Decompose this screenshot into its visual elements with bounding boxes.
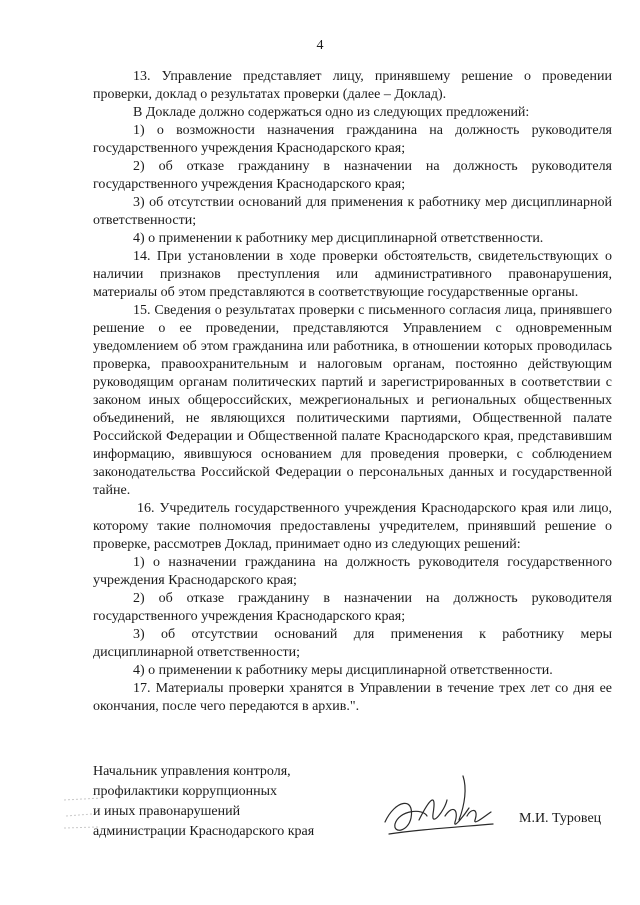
paragraph-13: 13. Управление представляет лицу, принявшему решение о проведении проверки, доклад о результатах проверки (далее – Доклад). <box>93 69 612 102</box>
page-number: 4 <box>316 38 324 53</box>
decision-option-3: 3) об отсутствии оснований для применения к работнику меры дисциплинарной ответственности; <box>93 627 612 660</box>
document-body <box>93 68 612 716</box>
position-line: профилактики коррупционных <box>93 784 278 799</box>
paragraph-16: 16. Учредитель государственного учреждения Краснодарского края или лицо, которому такие полномочия предоставлены учредителем, принявший решение о проверке, рассмотрев Доклад, принимает одно из следующих решений: <box>93 501 612 552</box>
signatory-position <box>93 762 613 842</box>
signatory-name: М.И. Туровец <box>519 811 602 826</box>
faint-stamp-mark <box>62 790 152 836</box>
report-option-3: 3) об отсутствии оснований для применения к работнику мер дисциплинарной ответственности; <box>93 195 612 228</box>
paragraph-report-intro: В Докладе должно содержаться одно из следующих предложений: <box>133 105 530 120</box>
decision-option-2: 2) об отказе гражданину в назначении на должность руководителя государственного учреждения Краснодарского края; <box>93 591 612 624</box>
report-option-1: 1) о возможности назначения гражданина на должность руководителя государственного учреждения Краснодарского края; <box>93 123 612 156</box>
report-option-2: 2) об отказе гражданину в назначении на должность руководителя государственного учреждения Краснодарского края; <box>93 159 612 192</box>
handwritten-signature <box>375 770 505 848</box>
position-line: и иных правонарушений <box>93 804 241 819</box>
paragraph-15: 15. Сведения о результатах проверки с письменного согласия лица, принявшего решение о ее проведении, представляются Управлением с одновременным уведомлением об этом гражданина или работника, в отношении которых проводилась проверка, правоохранительным и налоговым органам, постоянно действующим руководящим органам политических партий и зарегистрированных в соответствии с законом иных общероссийских, межрегиональных и региональных общественных объединений, не являющихся политическими партиями, Общественной палате Российской Федерации и Общественной палате Краснодарского края, представившим информацию, явившуюся основанием для проведения проверки, с соблюдением законодательства Российской Федерации о персональных данных и государственной тайне. <box>93 303 612 498</box>
position-line: Начальник управления контроля, <box>93 764 291 779</box>
paragraph-17: 17. Материалы проверки хранятся в Управлении в течение трех лет со дня ее окончания, после чего передаются в архив.". <box>93 681 612 714</box>
position-line: администрации Краснодарского края <box>93 824 315 839</box>
decision-option-4: 4) о применении к работнику меры дисциплинарной ответственности. <box>133 663 553 678</box>
report-option-4: 4) о применении к работнику мер дисциплинарной ответственности. <box>133 231 544 246</box>
paragraph-14: 14. При установлении в ходе проверки обстоятельств, свидетельствующих о наличии признаков преступления или административного правонарушения, материалы об этом представляются в соответствующие государственные органы. <box>93 249 612 300</box>
decision-option-1: 1) о назначении гражданина на должность руководителя государственного учреждения Краснодарского края; <box>93 555 612 588</box>
